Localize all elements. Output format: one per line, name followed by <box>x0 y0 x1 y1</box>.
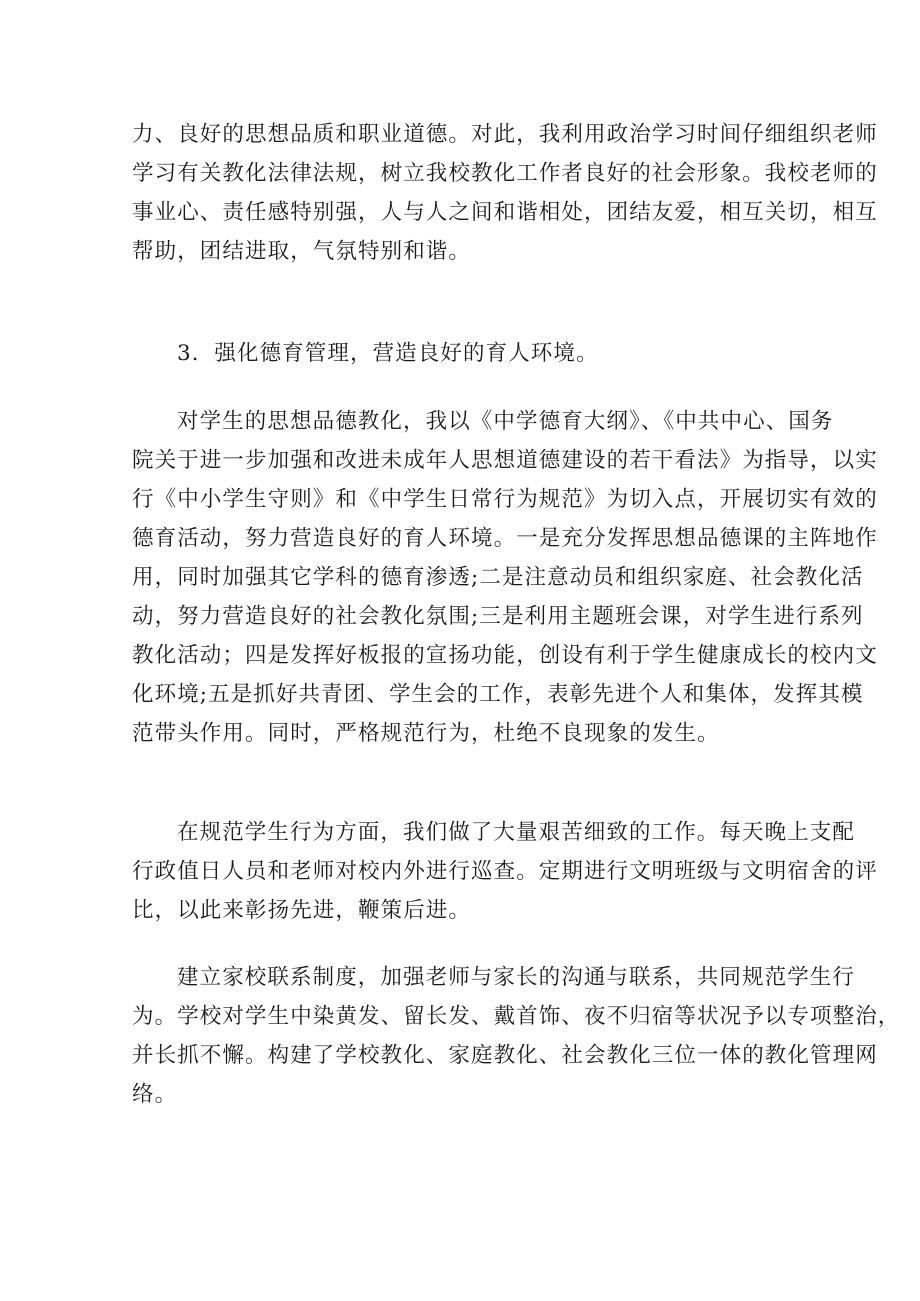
text-line: 教化活动；四是发挥好板报的宣扬功能，创设有利于学生健康成长的校内文 <box>132 643 878 668</box>
section-heading-moral-education <box>132 334 802 373</box>
text-line: 对学生的思想品德教化，我以《中学德育大纲》、《中共中心、国务 <box>177 409 834 434</box>
paragraph-teacher-ethics <box>132 115 878 271</box>
text-line: 络。 <box>132 1082 178 1107</box>
text-line: 为。学校对学生中染黄发、留长发、戴首饰、夜不归宿等状况予以专项整治， <box>132 1004 901 1029</box>
text-line: 院关于进一步加强和改进未成年人思想道德建设的若干看法》为指导，以实 <box>132 448 878 473</box>
paragraph-home-school-contact <box>132 958 901 1114</box>
text-line: 力、良好的思想品质和职业道德。对此，我利用政治学习时间仔细组织老师 <box>132 122 878 147</box>
text-line: 化环境;五是抓好共青团、学生会的工作，表彰先进个人和集体，发挥其模 <box>132 682 864 707</box>
section-heading: 3．强化德育管理，营造良好的育人环境。 <box>177 341 599 366</box>
text-line: 建立家校联系制度，加强老师与家长的沟通与联系，共同规范学生行 <box>177 965 856 990</box>
text-line: 德育活动，努力营造良好的育人环境。一是充分发挥思想品德课的主阵地作 <box>132 526 878 551</box>
text-line: 用，同时加强其它学科的德育渗透;二是注意动员和组织家庭、社会教化活 <box>132 565 864 590</box>
text-line: 在规范学生行为方面，我们做了大量艰苦细致的工作。每天晚上支配 <box>177 820 856 845</box>
text-line: 行政值日人员和老师对校内外进行巡查。定期进行文明班级与文明宿舍的评 <box>132 859 878 884</box>
paragraph-behavior-norms <box>132 813 878 930</box>
text-line: 范带头作用。同时，严格规范行为，杜绝不良现象的发生。 <box>132 721 720 746</box>
text-line: 并长抓不懈。构建了学校教化、家庭教化、社会教化三位一体的教化管理网 <box>132 1043 878 1068</box>
text-line: 学习有关教化法律法规，树立我校教化工作者良好的社会形象。我校老师的 <box>132 161 878 186</box>
text-line: 事业心、责任感特别强，人与人之间和谐相处，团结友爱，相互关切，相互 <box>132 200 878 225</box>
text-line: 比，以此来彰扬先进，鞭策后进。 <box>132 898 472 923</box>
text-line: 动，努力营造良好的社会教化氛围;三是利用主题班会课，对学生进行系列 <box>132 604 864 629</box>
paragraph-moral-education <box>132 402 878 753</box>
text-line: 行《中小学生守则》和《中学生日常行为规范》为切入点，开展切实有效的 <box>132 487 878 512</box>
text-line: 帮助，团结进取，气氛特别和谐。 <box>132 239 472 264</box>
